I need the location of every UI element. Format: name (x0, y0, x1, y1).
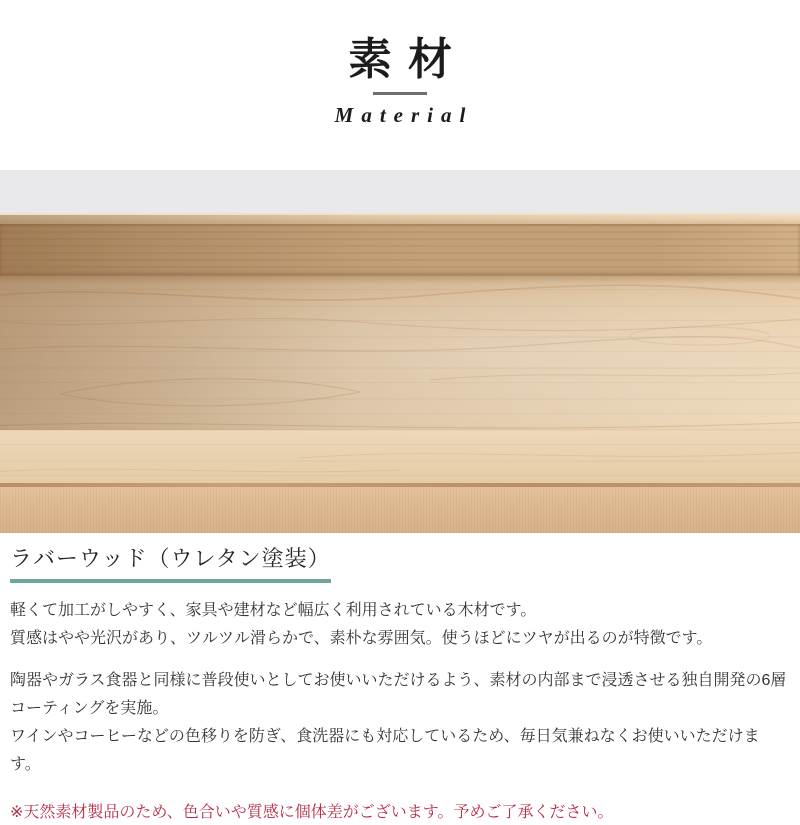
section-title: 素材 (348, 35, 468, 84)
text-line: 陶器やガラス食器と同様に普段使いとしてお使いいただけるよう、素材の内部まで浸透させる独自開発の6層 (10, 672, 787, 690)
text-line: ワインやコーヒーなどの色移りを防ぎ、食洗器にも対応しているため、毎日気兼ねなくお使いいただけます。 (10, 728, 760, 774)
description-content (0, 536, 800, 825)
section-header (0, 0, 800, 170)
text-line: 軽くて加工がしやすく、家具や建材など幅広く利用されている木材です。 (10, 602, 537, 620)
tray-left-corner-shadow (0, 215, 800, 430)
photo-gray-backdrop (0, 170, 800, 215)
title-divider (373, 92, 427, 95)
tray-front-face (0, 487, 800, 533)
text-line: 質感はやや光沢があり、ツルツル滑らかで、素朴な雰囲気。使うほどにツヤが出るのが特徴です。 (10, 630, 713, 648)
natural-material-note: ※天然素材製品のため、色合いや質感に個体差がございます。予めご了承ください。 (10, 804, 614, 822)
section-subtitle-english: Material (334, 103, 474, 128)
material-heading-underline (10, 546, 331, 583)
paragraph-coating-description (10, 667, 790, 779)
material-heading: ラバーウッド（ウレタン塗装） (10, 546, 331, 571)
product-photo (0, 170, 800, 536)
text-line: コーティングを実施。 (10, 700, 169, 718)
paragraph-wood-description (10, 597, 790, 653)
